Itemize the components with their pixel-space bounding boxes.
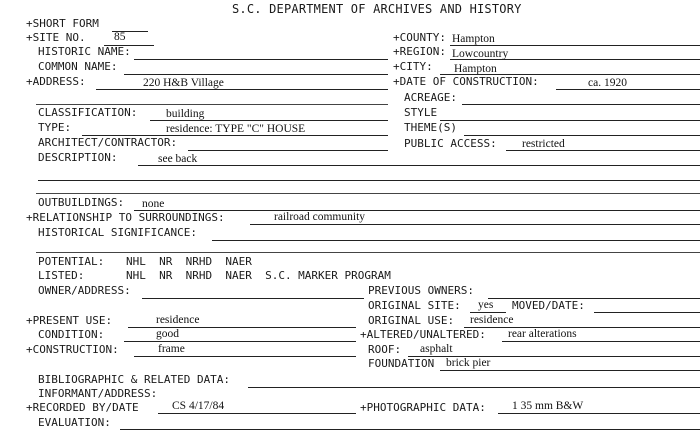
- classification-line: [150, 120, 388, 121]
- construction-line: [134, 356, 356, 357]
- section-divider: [36, 104, 388, 105]
- classification-label: CLASSIFICATION:: [38, 106, 138, 119]
- themes-line: [464, 135, 700, 136]
- altered-label: +ALTERED/UNALTERED:: [360, 328, 486, 341]
- construction-label: +CONSTRUCTION:: [26, 343, 119, 356]
- form-type-label: +SHORT FORM: [26, 17, 99, 30]
- public-access-value[interactable]: restricted: [522, 138, 565, 150]
- informant-label: INFORMANT/ADDRESS:: [38, 387, 158, 400]
- significance-label: HISTORICAL SIGNIFICANCE:: [38, 226, 197, 239]
- previous-owners-label: PREVIOUS OWNERS:: [368, 284, 474, 297]
- roof-value[interactable]: asphalt: [420, 343, 453, 355]
- style-label: STYLE: [404, 106, 438, 119]
- description-line: [138, 165, 700, 166]
- type-value[interactable]: residence: TYPE "C" HOUSE: [166, 123, 306, 135]
- public-access-label: PUBLIC ACCESS:: [404, 137, 497, 150]
- region-line: [450, 59, 700, 60]
- address-value[interactable]: 220 H&B Village: [143, 77, 224, 89]
- county-value[interactable]: Hampton: [452, 33, 495, 45]
- significance-line: [212, 240, 700, 241]
- photographic-line: [498, 413, 700, 414]
- foundation-value[interactable]: brick pier: [446, 357, 491, 369]
- relationship-value[interactable]: railroad community: [274, 211, 366, 223]
- original-use-label: ORIGINAL USE:: [368, 314, 455, 327]
- foundation-line: [440, 370, 700, 371]
- outbuildings-value[interactable]: none: [142, 198, 165, 210]
- classification-value[interactable]: building: [166, 108, 205, 120]
- listed-options[interactable]: NHL NR NRHD NAER S.C. MARKER PROGRAM: [126, 269, 391, 282]
- description-value[interactable]: see back: [158, 153, 198, 165]
- page-title: S.C. DEPARTMENT OF ARCHIVES AND HISTORY: [232, 2, 522, 16]
- bibliographic-line: [248, 387, 700, 388]
- city-label: +CITY:: [393, 60, 433, 73]
- foundation-label: FOUNDATION: [368, 357, 435, 370]
- condition-value[interactable]: good: [156, 328, 179, 340]
- roof-label: ROOF:: [368, 343, 402, 356]
- public-access-line: [506, 150, 700, 151]
- relationship-line: [250, 224, 700, 225]
- style-line: [440, 120, 700, 121]
- section-divider: [36, 193, 700, 194]
- acreage-label: ACREAGE:: [404, 91, 457, 104]
- historic-name-line: [134, 59, 388, 60]
- owner-address-line: [142, 298, 364, 299]
- date-construction-line: [556, 89, 700, 90]
- address-line: [96, 89, 388, 90]
- description-line-2: [38, 180, 700, 181]
- original-use-value[interactable]: residence: [470, 314, 514, 326]
- altered-value[interactable]: rear alterations: [508, 328, 577, 340]
- present-use-value[interactable]: residence: [156, 314, 200, 326]
- recorded-by-value[interactable]: CS 4/17/84: [172, 400, 225, 412]
- architect-label: ARCHITECT/CONTRACTOR:: [38, 136, 178, 149]
- listed-label: LISTED:: [38, 269, 85, 282]
- potential-options[interactable]: NHL NR NRHD NAER: [126, 255, 252, 268]
- moved-date-line: [594, 312, 700, 313]
- recorded-by-label: +RECORDED BY/DATE: [26, 401, 139, 414]
- relationship-label: +RELATIONSHIP TO SURROUNDINGS:: [26, 211, 225, 224]
- recorded-by-line: [158, 413, 356, 414]
- common-name-line: [124, 74, 388, 75]
- original-use-line: [464, 327, 700, 328]
- county-line: [450, 45, 700, 46]
- architect-line: [188, 150, 388, 151]
- type-label: TYPE:: [38, 121, 72, 134]
- potential-label: POTENTIAL:: [38, 255, 105, 268]
- common-name-label: COMMON NAME:: [38, 60, 118, 73]
- city-value[interactable]: Hampton: [454, 63, 497, 75]
- bibliographic-label: BIBLIOGRAPHIC & RELATED DATA:: [38, 373, 231, 386]
- address-label: +ADDRESS:: [26, 75, 86, 88]
- moved-date-label: MOVED/DATE:: [512, 299, 585, 312]
- original-site-value[interactable]: yes: [478, 299, 494, 311]
- acreage-line: [462, 104, 700, 105]
- region-label: +REGION:: [393, 45, 446, 58]
- original-site-label: ORIGINAL SITE:: [368, 299, 461, 312]
- date-construction-label: +DATE OF CONSTRUCTION:: [393, 75, 539, 88]
- themes-label: THEME(S): [404, 121, 457, 134]
- owner-address-label: OWNER/ADDRESS:: [38, 284, 131, 297]
- original-site-line: [470, 312, 506, 313]
- outbuildings-label: OUTBUILDINGS:: [38, 196, 125, 209]
- evaluation-line: [120, 429, 700, 430]
- altered-line: [502, 341, 700, 342]
- present-use-label: +PRESENT USE:: [26, 314, 113, 327]
- county-label: +COUNTY:: [393, 31, 446, 44]
- condition-line: [124, 341, 356, 342]
- site-no-value[interactable]: 85: [114, 31, 126, 43]
- section-divider: [36, 252, 700, 253]
- condition-label: CONDITION:: [38, 328, 105, 341]
- site-no-label: +SITE NO.: [26, 31, 86, 44]
- photographic-label: +PHOTOGRAPHIC DATA:: [360, 401, 486, 414]
- region-value[interactable]: Lowcountry: [452, 48, 509, 60]
- description-label: DESCRIPTION:: [38, 151, 118, 164]
- photographic-value[interactable]: 1 35 mm B&W: [512, 400, 584, 412]
- date-construction-value[interactable]: ca. 1920: [588, 77, 627, 89]
- construction-value[interactable]: frame: [158, 343, 185, 355]
- evaluation-label: EVALUATION:: [38, 416, 111, 429]
- historic-name-label: HISTORIC NAME:: [38, 45, 131, 58]
